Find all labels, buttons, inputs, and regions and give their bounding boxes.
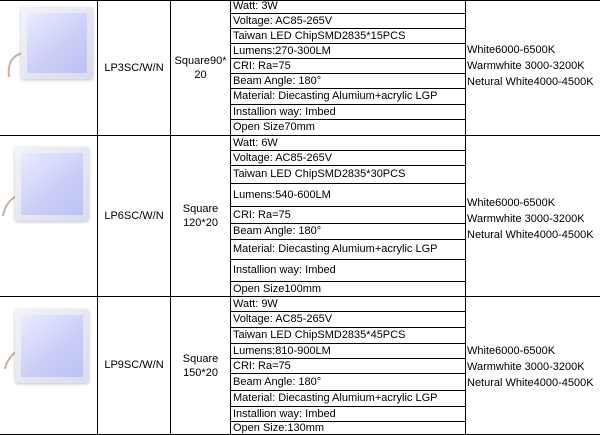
spec-watt: Watt: 6W <box>233 136 278 149</box>
color-options <box>467 343 600 391</box>
spec-lumens: Lumens:540-600LM <box>233 188 331 201</box>
color-warmwhite: Warmwhite 3000-3200K <box>467 361 585 373</box>
color-white: White6000-6500K <box>467 345 556 357</box>
product-image <box>1 136 97 296</box>
spec-installation: Installion way: Imbed <box>233 264 336 276</box>
product-image <box>1 1 97 135</box>
spec-voltage: Voltage: AC85-265V <box>233 313 333 325</box>
spec-cri: CRI: Ra=75 <box>233 208 291 221</box>
spec-voltage: Voltage: AC85-265V <box>233 151 333 164</box>
spec-lumens: Lumens:810-900LM <box>233 344 331 357</box>
spec-open-size: Open Size100mm <box>233 282 322 295</box>
product-size: Square 120*20 <box>182 203 219 229</box>
color-neutral-white: Netural White4000-4500K <box>467 76 594 88</box>
column-divider <box>230 0 231 435</box>
spec-installation: Installion way: Imbed <box>233 407 336 420</box>
spec-voltage: Voltage: AC85-265V <box>233 14 333 27</box>
product-size: Square 150*20 <box>182 352 219 379</box>
spec-open-size: Open Size:130mm <box>233 422 325 434</box>
led-panel-icon <box>21 7 93 79</box>
product-size: Square90* 20 <box>174 55 227 81</box>
spec-chip: Taiwan LED ChipSMD2835*45PCS <box>233 329 406 341</box>
column-divider <box>465 0 466 435</box>
model-number: LP3SC/W/N <box>104 61 164 74</box>
model-number: LP9SC/W/N <box>104 359 164 371</box>
spec-material: Material: Diecasting Alumium+acrylic LGP <box>233 90 438 102</box>
spec-chip: Taiwan LED ChipSMD2835*30PCS <box>233 168 406 180</box>
product-image <box>1 297 97 434</box>
color-white: White6000-6500K <box>467 197 556 209</box>
color-options <box>467 28 600 104</box>
led-panel-icon <box>15 309 89 383</box>
led-panel-icon <box>15 147 89 221</box>
color-neutral-white: Netural White4000-4500K <box>467 229 594 241</box>
color-neutral-white: Netural White4000-4500K <box>467 377 594 389</box>
spec-chip: Taiwan LED ChipSMD2835*15PCS <box>233 29 406 42</box>
color-options <box>467 190 600 248</box>
spec-beam-angle: Beam Angle: 180° <box>233 225 322 237</box>
spec-installation: Installion way: Imbed <box>233 105 336 118</box>
spec-material: Material: Diecasting Alumium+acrylic LGP <box>233 243 438 255</box>
spec-material: Material: Diecasting Alumium+acrylic LGP <box>233 392 438 404</box>
spec-open-size: Open Size70mm <box>233 121 315 133</box>
model-number: LP6SC/W/N <box>104 209 164 222</box>
spec-lumens: Lumens:270-300LM <box>233 44 331 57</box>
spec-watt: Watt: 3W <box>233 0 278 12</box>
spec-beam-angle: Beam Angle: 180° <box>233 375 322 388</box>
color-white: White6000-6500K <box>467 44 556 56</box>
color-warmwhite: Warmwhite 3000-3200K <box>467 213 585 225</box>
spec-cri: CRI: Ra=75 <box>233 59 291 72</box>
spec-beam-angle: Beam Angle: 180° <box>233 74 322 87</box>
spec-cri: CRI: Ra=75 <box>233 359 291 372</box>
spec-watt: Watt: 9W <box>233 297 278 310</box>
color-warmwhite: Warmwhite 3000-3200K <box>467 60 585 72</box>
